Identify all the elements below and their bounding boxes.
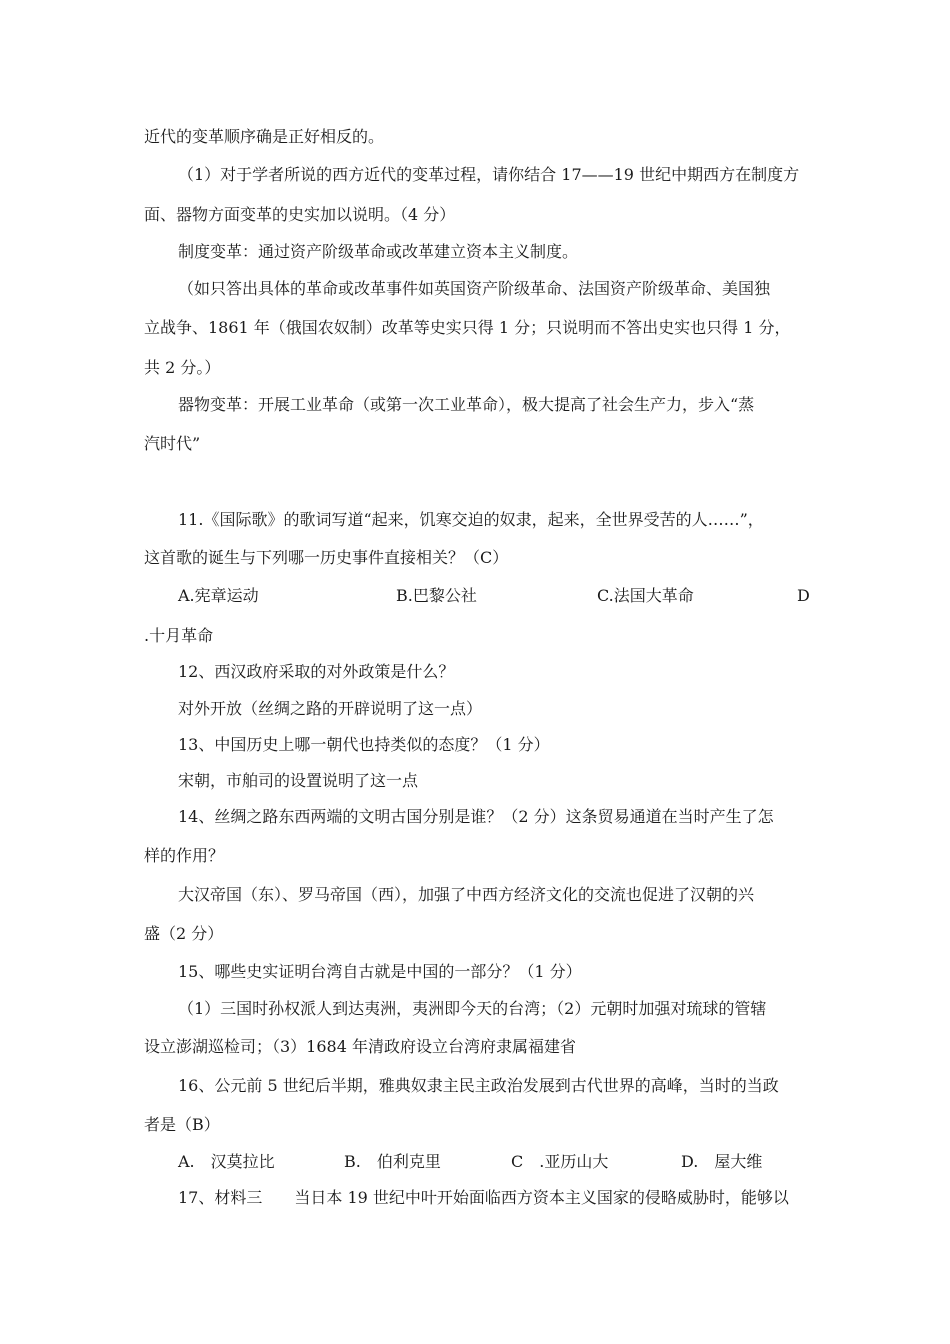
answer-14-line: 盛（2 分） <box>144 924 224 943</box>
answer-note-line: 共 2 分。） <box>144 358 221 377</box>
question-13-line: 13、中国历史上哪一朝代也持类似的态度？（1 分） <box>178 735 550 754</box>
q16-option-b: B. 伯利克里 <box>344 1152 441 1171</box>
answer-note-line: 立战争、1861 年（俄国农奴制）改革等史实只得 1 分；只说明而不答出史实也只得 1 分， <box>144 318 791 337</box>
question-12-line: 12、西汉政府采取的对外政策是什么？ <box>178 662 455 681</box>
question-line: 面、器物方面变革的史实加以说明。（4 分） <box>144 205 456 224</box>
answer-note-line: （如只答出具体的革命或改革事件如英国资产阶级革命、法国资产阶级革命、美国独 <box>178 279 771 298</box>
answer-line: 制度变革：通过资产阶级革命或改革建立资本主义制度。 <box>178 242 579 261</box>
answer-13-line: 宋朝，市舶司的设置说明了这一点 <box>178 771 419 790</box>
answer-line: 器物变革：开展工业革命（或第一次工业革命），极大提高了社会生产力，步入“蒸 <box>178 395 755 414</box>
q11-option-c: C.法国大革命 <box>597 586 694 605</box>
question-14-line: 样的作用？ <box>144 846 225 865</box>
question-line: （1）对于学者所说的西方近代的变革过程，请你结合 17——19 世纪中期西方在制度方 <box>178 165 800 184</box>
question-15-line: 15、哪些史实证明台湾自古就是中国的一部分？（1 分） <box>178 962 582 981</box>
q16-option-c: C .亚历山大 <box>511 1152 609 1171</box>
paragraph-line: 近代的变革顺序确是正好相反的。 <box>144 127 385 146</box>
q11-option-a: A.宪章运动 <box>178 586 259 605</box>
question-11-line: 这首歌的诞生与下列哪一历史事件直接相关？（C） <box>144 548 509 567</box>
answer-14-line: 大汉帝国（东）、罗马帝国（西），加强了中西方经济文化的交流也促进了汉朝的兴 <box>178 885 755 904</box>
q16-option-a: A. 汉莫拉比 <box>178 1152 275 1171</box>
answer-12-line: 对外开放（丝绸之路的开辟说明了这一点） <box>178 699 483 718</box>
answer-15-line: （1）三国时孙权派人到达夷洲，夷洲即今天的台湾；（2）元朝时加强对琉球的管辖 <box>178 999 767 1018</box>
question-16-line: 者是（B） <box>144 1115 220 1134</box>
answer-line: 汽时代” <box>144 434 201 453</box>
answer-15-line: 设立澎湖巡检司；（3）1684 年清政府设立台湾府隶属福建省 <box>144 1037 576 1056</box>
question-11-line: 11.《国际歌》的歌词写道“起来，饥寒交迫的奴隶，起来，全世界受苦的人……”， <box>178 510 764 529</box>
question-16-line: 16、公元前 5 世纪后半期，雅典奴隶主民主政治发展到古代世界的高峰，当时的当政 <box>178 1076 779 1095</box>
question-17-line: 17、材料三 当日本 19 世纪中叶开始面临西方资本主义国家的侵略威胁时，能够以 <box>178 1188 789 1207</box>
q11-option-b: B.巴黎公社 <box>396 586 477 605</box>
q11-option-d-letter: D <box>797 586 810 605</box>
q16-option-d: D. 屋大维 <box>681 1152 763 1171</box>
question-14-line: 14、丝绸之路东西两端的文明古国分别是谁？（2 分）这条贸易通道在当时产生了怎 <box>178 807 774 826</box>
q11-option-d-text: .十月革命 <box>144 626 214 645</box>
